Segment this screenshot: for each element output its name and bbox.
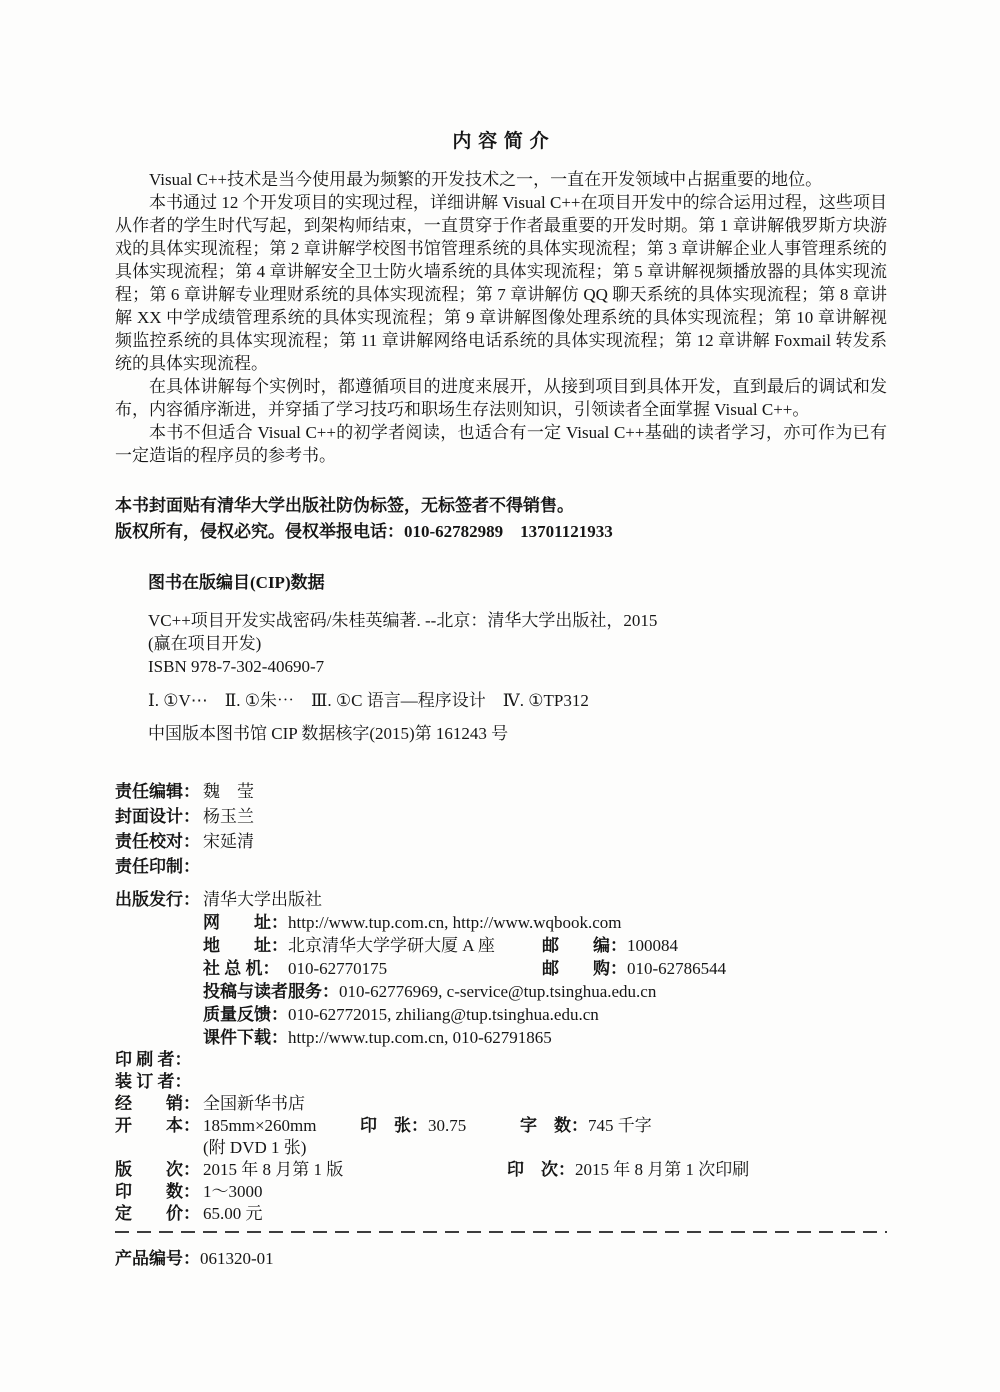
cover-designer-label: 封面设计： xyxy=(115,807,200,826)
publisher-contact-block xyxy=(203,911,887,1049)
address-value: 北京清华大学学研大厦 A 座 xyxy=(288,936,495,955)
notice-line-1: 本书封面贴有清华大学出版社防伪标签，无标签者不得销售。 xyxy=(115,496,574,515)
bindery-label: 装 订 者： xyxy=(115,1072,192,1091)
cip-registry-line: 中国版本图书馆 CIP 数据核字(2015)第 161243 号 xyxy=(148,724,509,743)
separator-dashed-line xyxy=(115,1231,887,1233)
print-run-value: 1～3000 xyxy=(203,1182,263,1201)
quality-feedback-value: 010-62772015, zhiliang@tup.tsinghua.edu.cn xyxy=(288,1005,599,1024)
word-count-pair xyxy=(520,1115,652,1137)
edition-label: 版 次： xyxy=(115,1160,200,1179)
quality-feedback-row xyxy=(203,1003,887,1026)
dvd-note-row xyxy=(115,1137,887,1159)
printer-label: 印 刷 者： xyxy=(115,1050,192,1069)
dvd-note: (附 DVD 1 张) xyxy=(203,1138,307,1157)
cover-designer-name: 杨玉兰 xyxy=(203,807,254,826)
reader-service-value: 010-62776969, c-service@tup.tsinghua.edu.cn xyxy=(339,982,657,1001)
intro-paragraph-2: 本书通过 12 个开发项目的实现过程，详细讲解 Visual C++在项目开发中的综合运用过程，这些项目从作者的学生时代写起，到架构师结束，一直贯穿于作者最重要的开发时期。第 1 章讲解俄罗斯方块游戏的具体实现流程；第 2 章讲解学校图书馆管理系统的具体实现流程；第 3 章讲解企业人事管理系统的具体实现流程；第 4 章讲解安全卫士防火墙系统的具体实现流程；第 5 章讲解视频播放器的具体实现流程；第 6 章讲解专业理财系统的具体实现流程；第 7 章讲解仿 QQ 聊天系统的具体实现流程；第 8 章讲解 XX 中学成绩管理系统的具体实现流程；第 9 章讲解图像处理系统的具体实现流程；第 10 章讲解视频监控系统的具体实现流程；第 11 章讲解网络电话系统的具体实现流程；第 12 章讲解 Foxmail 转发系统的具体实现流程。 xyxy=(115,193,887,373)
impression-value: 2015 年 8 月第 1 次印刷 xyxy=(575,1160,750,1179)
edition-row xyxy=(115,1159,887,1181)
word-count-value: 745 千字 xyxy=(588,1116,652,1135)
price-value: 65.00 元 xyxy=(203,1204,263,1223)
format-label: 开 本： xyxy=(115,1116,200,1135)
switchboard-row xyxy=(203,957,887,980)
cip-record-line: VC++项目开发实战密码/朱桂英编著. --北京：清华大学出版社，2015 xyxy=(148,611,658,630)
sheets-value: 30.75 xyxy=(428,1116,467,1135)
printing-spec-block xyxy=(115,1049,887,1225)
staff-credits-block xyxy=(115,779,887,879)
publisher-name: 清华大学出版社 xyxy=(203,890,322,909)
cip-data-block xyxy=(115,571,887,745)
mailorder-pair xyxy=(542,957,726,980)
intro-paragraph-3: 在具体讲解每个实例时，都遵循项目的进度来展开，从接到项目到具体开发，直到最后的调试和发布，内容循序渐进，并穿插了学习技巧和职场生存法则知识，引领读者全面掌握 Visual C++。 xyxy=(115,377,887,419)
print-supervisor-row xyxy=(115,854,887,879)
print-supervisor-label: 责任印制： xyxy=(115,857,200,876)
price-row xyxy=(115,1203,887,1225)
distributor-row xyxy=(115,1093,887,1115)
website-row xyxy=(203,911,887,934)
website-value: http://www.tup.com.cn, http://www.wqbook.com xyxy=(288,913,622,932)
quality-feedback-label: 质量反馈： xyxy=(203,1005,288,1024)
intro-paragraph-1: Visual C++技术是当今使用最为频繁的开发技术之一，一直在开发领域中占据重要的地位。 xyxy=(149,170,823,189)
switchboard-value: 010-62770175 xyxy=(288,959,388,978)
reader-service-label: 投稿与读者服务： xyxy=(203,982,339,1001)
sheets-label: 印 张： xyxy=(360,1116,428,1135)
printer-row xyxy=(115,1049,887,1071)
courseware-label: 课件下载： xyxy=(203,1028,288,1047)
reader-service-row xyxy=(203,980,887,1003)
anti-piracy-notice xyxy=(115,493,887,545)
cip-series-line: (赢在项目开发) xyxy=(148,634,262,653)
format-value: 185mm×260mm xyxy=(203,1116,317,1135)
content-summary-title: 内 容 简 介 xyxy=(452,131,550,152)
proofreader-label: 责任校对： xyxy=(115,832,200,851)
editor-row xyxy=(115,779,887,804)
zip-value: 100084 xyxy=(627,936,678,955)
mailorder-label: 邮 购： xyxy=(542,959,627,978)
product-number-value: 061320-01 xyxy=(200,1249,274,1268)
impression-label: 印 次： xyxy=(507,1160,575,1179)
price-label: 定 价： xyxy=(115,1204,200,1223)
impression-pair xyxy=(507,1159,749,1181)
bindery-row xyxy=(115,1071,887,1093)
word-count-label: 字 数： xyxy=(520,1116,588,1135)
distributor-label: 经 销： xyxy=(115,1094,200,1113)
zip-pair xyxy=(542,934,678,957)
address-row xyxy=(203,934,887,957)
publisher-block xyxy=(115,888,887,1049)
product-number-label: 产品编号： xyxy=(115,1249,200,1268)
sheets-pair xyxy=(360,1115,466,1137)
print-run-row xyxy=(115,1181,887,1203)
proofreader-row xyxy=(115,829,887,854)
publisher-row xyxy=(115,888,887,911)
product-number-row xyxy=(115,1247,887,1270)
isbn-line: ISBN 978-7-302-40690-7 xyxy=(148,657,325,676)
format-row xyxy=(115,1115,887,1137)
distributor-value: 全国新华书店 xyxy=(203,1094,305,1113)
intro-paragraph-4: 本书不但适合 Visual C++的初学者阅读，也适合有一定 Visual C++基础的读者学习，亦可作为已有一定造诣的程序员的参考书。 xyxy=(115,423,887,465)
content-summary-section xyxy=(115,168,887,467)
address-label: 地 址： xyxy=(203,936,288,955)
courseware-row xyxy=(203,1026,887,1049)
editor-name: 魏 莹 xyxy=(203,782,254,801)
notice-line-2: 版权所有，侵权必究。侵权举报电话：010-62782989 13701121933 xyxy=(115,522,613,541)
cover-designer-row xyxy=(115,804,887,829)
editor-label: 责任编辑： xyxy=(115,782,200,801)
courseware-value: http://www.tup.com.cn, 010-62791865 xyxy=(288,1028,552,1047)
publisher-label: 出版发行： xyxy=(115,890,200,909)
mailorder-value: 010-62786544 xyxy=(627,959,727,978)
cip-heading: 图书在版编目(CIP)数据 xyxy=(148,573,325,592)
proofreader-name: 宋延清 xyxy=(203,832,254,851)
switchboard-label: 社 总 机： xyxy=(203,959,280,978)
website-label: 网 址： xyxy=(203,913,288,932)
zip-label: 邮 编： xyxy=(542,936,627,955)
cip-classification-line: Ⅰ. ①V⋯ Ⅱ. ①朱⋯ Ⅲ. ①C 语言—程序设计 Ⅳ. ①TP312 xyxy=(148,691,589,710)
edition-value: 2015 年 8 月第 1 版 xyxy=(203,1160,344,1179)
print-run-label: 印 数： xyxy=(115,1182,200,1201)
